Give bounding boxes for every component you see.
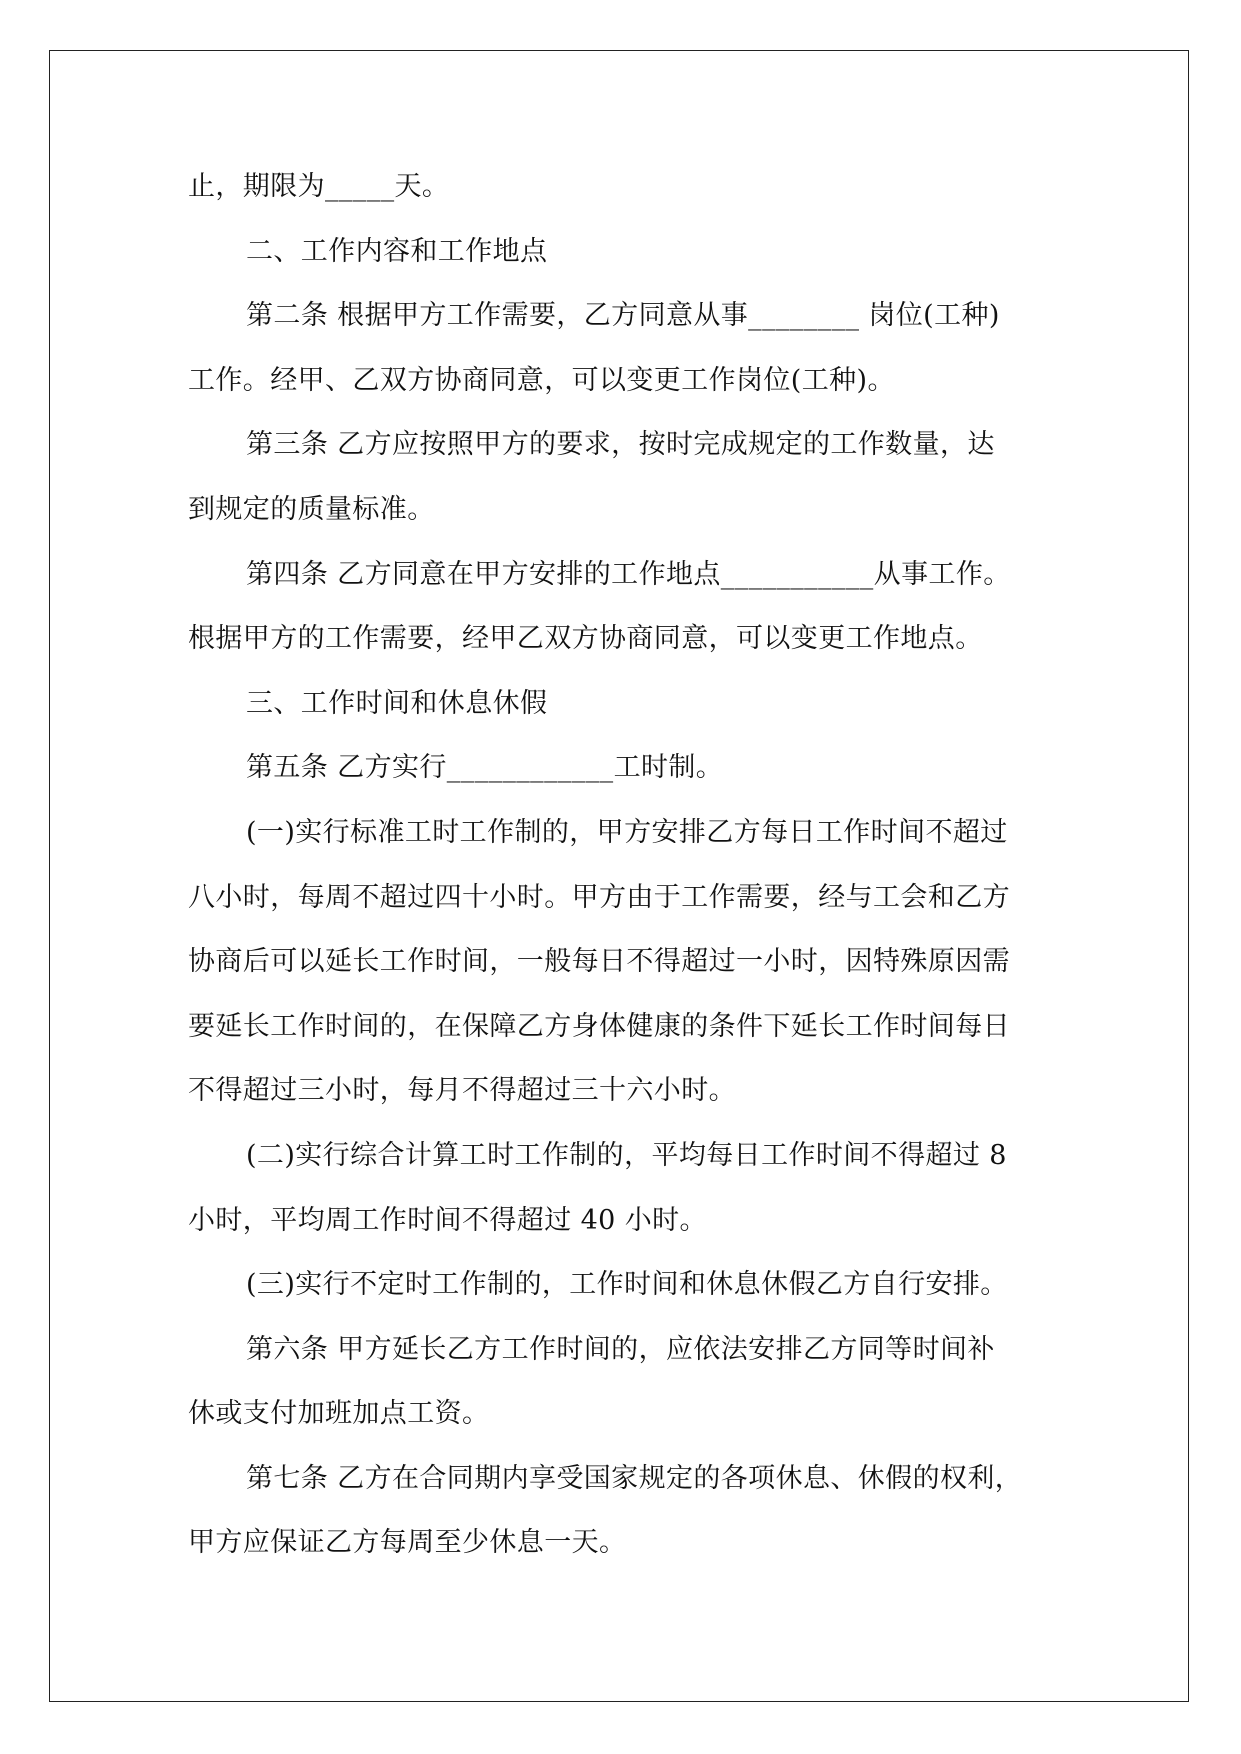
article-7-line-2: 甲方应保证乙方每周至少休息一天。 (188, 1527, 627, 1559)
clause-1-line-2: 八小时，每周不超过四十小时。甲方由于工作需要，经与工会和乙方 (188, 881, 1010, 913)
article-2-line-2: 工作。经甲、乙双方协商同意，可以变更工作岗位(工种)。 (188, 364, 895, 396)
clause-1-line-5: 不得超过三小时，每月不得超过三十六小时。 (188, 1075, 736, 1107)
section-heading-2: 二、工作内容和工作地点 (246, 235, 548, 267)
article-2-line-1: 第二条 根据甲方工作需要，乙方同意从事________ 岗位(工种) (246, 300, 1000, 332)
clause-2-line-1: (二)实行综合计算工时工作制的，平均每日工作时间不得超过 8 (246, 1139, 1007, 1171)
article-3-line-1: 第三条 乙方应按照甲方的要求，按时完成规定的工作数量，达 (246, 429, 995, 461)
section-heading-3: 三、工作时间和休息休假 (246, 687, 548, 719)
article-4-line-1: 第四条 乙方同意在甲方安排的工作地点___________从事工作。 (246, 558, 1011, 590)
clause-1-line-4: 要延长工作时间的，在保障乙方身体健康的条件下延长工作时间每日 (188, 1010, 1010, 1042)
article-7-line-1: 第七条 乙方在合同期内享受国家规定的各项休息、休假的权利， (246, 1462, 1023, 1494)
clause-1-line-1: (一)实行标准工时工作制的，甲方安排乙方每日工作时间不超过 (246, 816, 1008, 848)
article-3-line-2: 到规定的质量标准。 (188, 493, 435, 525)
document-body (188, 155, 1060, 1576)
text-line-1: 止，期限为_____天。 (188, 171, 450, 202)
article-4-line-2: 根据甲方的工作需要，经甲乙双方协商同意，可以变更工作地点。 (188, 623, 983, 655)
article-6-line-1: 第六条 甲方延长乙方工作时间的，应依法安排乙方同等时间补 (246, 1333, 995, 1365)
article-6-line-2: 休或支付加班加点工资。 (188, 1398, 490, 1430)
clause-1-line-3: 协商后可以延长工作时间，一般每日不得超过一小时，因特殊原因需 (188, 946, 1010, 978)
clause-2-line-2: 小时，平均周工作时间不得超过 40 小时。 (188, 1204, 707, 1236)
clause-3-line-1: (三)实行不定时工作制的，工作时间和休息休假乙方自行安排。 (246, 1269, 1008, 1301)
article-5-line-1: 第五条 乙方实行____________工时制。 (246, 752, 724, 784)
